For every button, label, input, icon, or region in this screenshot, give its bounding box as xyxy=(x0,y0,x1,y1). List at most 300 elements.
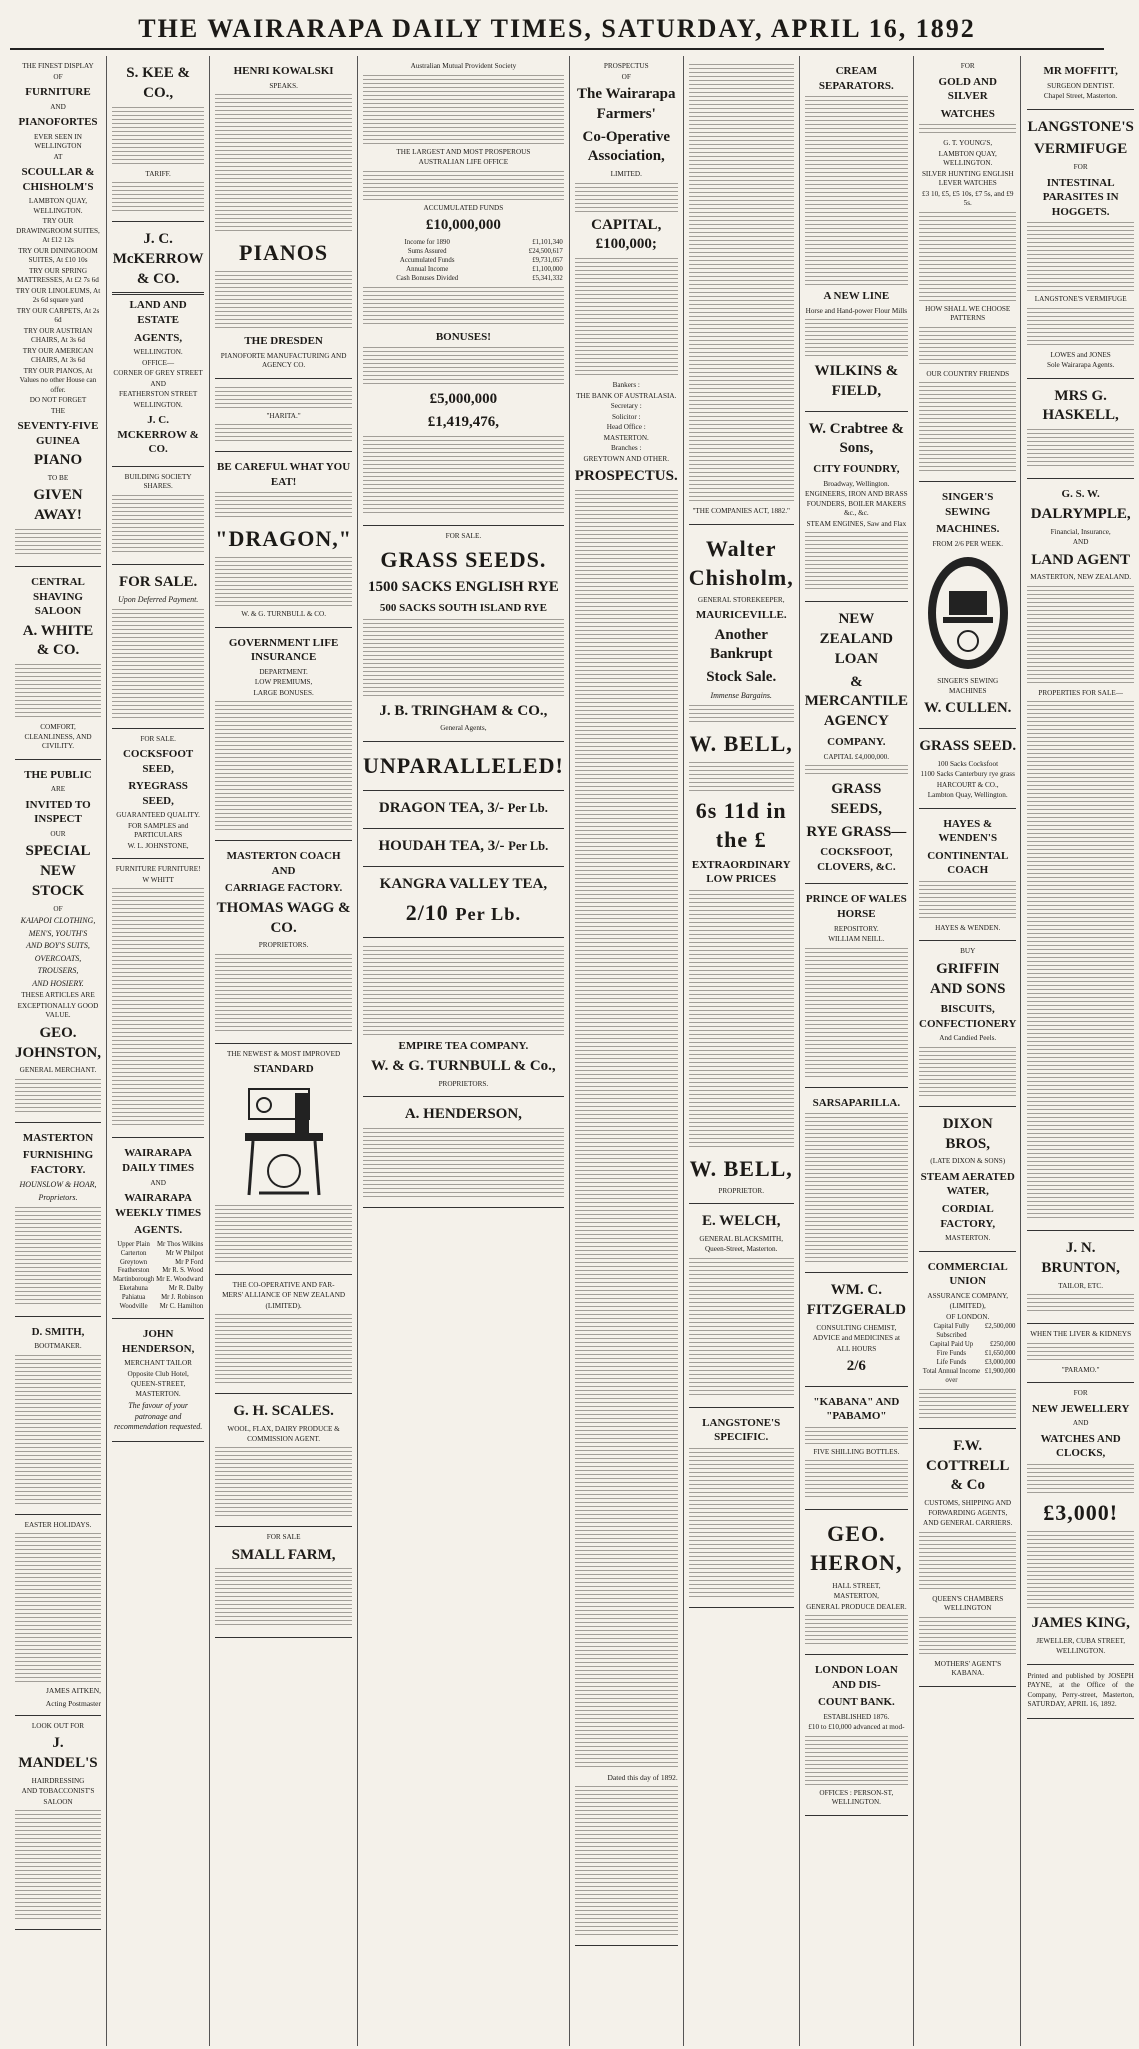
ad-line: (LIMITED), xyxy=(949,1302,986,1311)
ad-geo-heron xyxy=(805,1510,908,1655)
ad-heading: GRASS SEED. xyxy=(919,737,1017,754)
ad-line: LOW PREMIUMS, xyxy=(254,678,313,687)
ad-moffitt xyxy=(1027,56,1133,110)
text-block xyxy=(15,1207,101,1307)
tea-unit: Per Lb. xyxy=(455,904,522,925)
ad-line: General Agents, xyxy=(440,724,487,733)
text-block xyxy=(805,319,908,359)
ad-heading: WAIRARAPA DAILY TIMES xyxy=(122,1147,195,1174)
ad-heading: BUILDING SOCIETY SHARES. xyxy=(124,472,192,491)
agent-name: Mr J. Robinson xyxy=(161,1294,204,1302)
ad-prospectus-continued xyxy=(689,56,794,525)
value: £1,900,000 xyxy=(984,1367,1016,1375)
ad-line: Lambton Quay, Wellington. xyxy=(927,791,1008,800)
ad-heading: Stock Sale. xyxy=(706,669,777,686)
text-block xyxy=(919,327,1016,367)
column-5 xyxy=(570,56,684,2046)
ad-line: WOOL, FLAX, DAIRY PRODUCE & COMMISSION AGENT. xyxy=(227,1425,340,1443)
ad-government-life xyxy=(215,628,352,842)
ad-line: LAMBTON QUAY, WELLINGTON. xyxy=(28,197,88,215)
ad-heading: AGENTS. xyxy=(134,1224,183,1237)
ad-kowalski xyxy=(215,56,352,379)
ad-line: GENERAL MERCHANT. xyxy=(19,1066,97,1075)
ad-heading: £10,000,000 xyxy=(425,217,501,233)
ad-heading: LAND AND ESTATE xyxy=(129,299,187,326)
ad-heading: EMPIRE TEA COMPANY. xyxy=(398,1040,529,1053)
text-block xyxy=(805,532,908,592)
ad-houdah-tea xyxy=(363,829,564,867)
ad-line: AND xyxy=(150,1178,166,1187)
text-block xyxy=(1027,1343,1133,1363)
ad-young-watches xyxy=(919,56,1016,482)
ad-heading: BISCUITS, CONFECTIONERY xyxy=(919,1003,1017,1030)
ad-line: TO BE xyxy=(47,473,69,482)
ad-grass-seeds xyxy=(363,526,564,742)
ad-line: AND BOY'S SUITS, xyxy=(26,941,90,951)
ad-line: MEN'S, YOUTH'S xyxy=(28,928,88,938)
ad-line: WELLINGTON. xyxy=(1056,1647,1106,1656)
text-block xyxy=(215,492,352,520)
ad-wagg-coach xyxy=(215,841,352,1044)
ad-london-loan xyxy=(805,1655,908,1816)
ad-line: FOR SAMPLES and PARTICULARS xyxy=(127,821,189,840)
ad-heading: WILKINS & FIELD, xyxy=(814,363,899,399)
ad-d-smith xyxy=(15,1317,101,1515)
ad-line: Chapel Street, Masterton. xyxy=(1043,92,1118,101)
text-block xyxy=(15,529,101,557)
ad-line: LOOK OUT FOR xyxy=(31,1721,85,1730)
text-block xyxy=(363,619,564,699)
ad-heading: BONUSES! xyxy=(435,330,491,343)
ad-dragon-baking-powder xyxy=(215,452,352,628)
column-8a xyxy=(919,56,1021,2046)
text-block xyxy=(919,212,1016,302)
ad-heading: THE CO-OPERATIVE AND FAR- xyxy=(232,1280,335,1289)
ad-standard xyxy=(215,1044,352,1275)
ad-line: AT xyxy=(53,152,63,161)
text-block xyxy=(112,609,204,719)
ad-line: ALL HOURS xyxy=(836,1344,877,1353)
ad-prince-of-wales xyxy=(805,884,908,1087)
ad-line: REPOSITORY. xyxy=(834,924,879,933)
ad-line: OUR xyxy=(50,829,66,838)
ad-line: Horse and Hand-power Flour Mills xyxy=(805,306,908,315)
ad-geo-johnston xyxy=(15,760,101,1123)
ad-heading: & MERCANTILE AGENCY xyxy=(804,673,909,730)
ad-line: CORNER OF GREY STREET xyxy=(113,369,203,378)
ad-line: GENERAL STOREKEEPER, xyxy=(697,595,785,604)
ad-line: AND xyxy=(50,102,66,111)
ad-line: DEPARTMENT. xyxy=(259,667,308,676)
label: Life Funds xyxy=(936,1358,967,1366)
singer-logo-emblem xyxy=(925,553,1011,673)
ad-empire-tea xyxy=(363,938,564,1097)
ad-heading: F.W. COTTRELL & Co xyxy=(926,1437,1010,1494)
ad-crabtree xyxy=(805,412,908,603)
table-row xyxy=(112,1276,204,1285)
ad-line: TAILOR, ETC. xyxy=(1058,1281,1104,1290)
ad-line: Sole Wairarapa Agents. xyxy=(1046,361,1115,370)
text-block xyxy=(215,701,352,831)
ad-line: SURGEON DENTIST. xyxy=(1047,81,1115,90)
ad-heading: W. Crabtree & Sons, xyxy=(808,420,905,457)
tea-line xyxy=(363,837,564,857)
label: Income for 1890 xyxy=(404,238,450,246)
text-block xyxy=(575,183,678,213)
ad-line: FOR xyxy=(1073,1389,1088,1398)
ad-heading: SINGER'S SEWING xyxy=(942,491,994,518)
ad-line: FOR xyxy=(1073,163,1088,172)
ad-langstone-specific xyxy=(689,1408,794,1608)
ad-line: HALL STREET, xyxy=(832,1581,881,1590)
ad-line: GENERAL BLACKSMITH, xyxy=(699,1234,783,1243)
text-block xyxy=(689,762,794,792)
value: £5,341,332 xyxy=(532,274,563,282)
town: Upper Plain xyxy=(117,1240,150,1248)
ad-heading: S. KEE & CO., xyxy=(126,65,190,101)
text-block xyxy=(919,1047,1016,1097)
ad-easter-holidays xyxy=(15,1515,101,1716)
ad-sarsaparilla xyxy=(805,1088,908,1274)
ad-line: AND GENERAL CARRIERS. xyxy=(923,1519,1013,1528)
ad-heading: COUNT BANK. xyxy=(817,1696,895,1709)
ad-line: MOTHERS' AGENT'S KABANA. xyxy=(934,1659,1002,1678)
ad-heading: E. WELCH, xyxy=(701,1213,781,1230)
agent-name: Mr C. Hamilton xyxy=(159,1303,204,1311)
ad-newspaper-agents xyxy=(112,1138,204,1319)
ad-paramo xyxy=(1027,1324,1133,1383)
ad-heading: INTESTINAL PARASITES IN HOGGETS. xyxy=(1042,176,1119,218)
ad-line: And Candied Peels. xyxy=(939,1034,997,1043)
masthead xyxy=(10,14,1104,50)
ad-heading: HAYES & WENDEN'S xyxy=(938,817,998,845)
ad-heading: "KABANA" AND "PABAMO" xyxy=(813,1395,900,1423)
ad-james-king xyxy=(1027,1383,1133,1664)
ad-small-farm xyxy=(215,1527,352,1638)
ad-line: EXCEPTIONALLY GOOD VALUE. xyxy=(17,1001,99,1020)
ad-heading: J. B. TRINGHAM & CO., xyxy=(379,702,548,719)
ad-heading: JAMES KING, xyxy=(1031,1615,1130,1632)
text-block xyxy=(1027,701,1133,1221)
ad-langstone-vermifuge xyxy=(1027,110,1133,379)
ad-line: G. T. YOUNG'S, xyxy=(943,139,993,148)
ad-line: FEATHERSTON STREET xyxy=(118,390,198,399)
ad-heading: INVITED TO INSPECT xyxy=(25,798,91,826)
ad-heading: SEVENTY-FIVE GUINEA xyxy=(17,420,99,447)
ad-line: PROPRIETOR. xyxy=(718,1186,764,1195)
ad-line: OF xyxy=(621,72,631,81)
ad-furniture-whitt xyxy=(112,859,204,1138)
ad-heading: Australian Mutual Provident Society xyxy=(410,62,517,70)
text-block xyxy=(112,107,204,167)
column-6 xyxy=(684,56,800,2046)
ad-heading: STANDARD xyxy=(253,1063,314,1076)
ad-heading: CORDIAL FACTORY, xyxy=(940,1203,996,1230)
signature: JAMES AITKEN, xyxy=(45,1686,101,1696)
ad-hayes-wenden xyxy=(919,809,1016,942)
text-block xyxy=(1027,429,1133,469)
text-block xyxy=(689,1448,794,1598)
column-4 xyxy=(358,56,570,2046)
ad-heading: LANGSTONE'S xyxy=(1027,118,1134,135)
ad-line: FROM 2/6 PER WEEK. xyxy=(932,539,1004,548)
ad-line: £3 10, £5, £5 10s, £7 5s, and £9 5s. xyxy=(922,189,1014,208)
ad-mckerrow xyxy=(112,222,204,466)
imprint-text: Printed and published by JOSEPH PAYNE, at the Office of the Company, Perry-street, Masterton, SATURDAY, APRIL 16, 1892. xyxy=(1027,1671,1134,1709)
tea-name: HOUDAH TEA, xyxy=(378,837,485,854)
label: Cash Bonuses Divided xyxy=(396,274,459,282)
ad-line: OVERCOATS, xyxy=(34,953,82,963)
text-block xyxy=(15,664,101,720)
divider xyxy=(112,292,204,295)
ad-line: THE xyxy=(51,406,65,415)
ad-line: ASSURANCE COMPANY, xyxy=(927,1291,1009,1300)
ad-heading: GOLD AND SILVER xyxy=(938,75,997,103)
ad-line: Opposite Club Hotel, xyxy=(127,1369,189,1378)
ad-heading: WM. C. FITZGERALD xyxy=(806,1282,906,1318)
ad-line: THE FINEST DISPLAY xyxy=(22,62,94,70)
ad-e-welch xyxy=(689,1204,794,1408)
text-block xyxy=(919,124,1016,136)
ad-line: WHEN THE LIVER & KIDNEYS xyxy=(1030,1330,1132,1339)
ad-heading: CITY FOUNDRY, xyxy=(813,463,900,476)
text-block xyxy=(215,1447,352,1517)
town: Carterton xyxy=(120,1249,147,1257)
ad-item: TRY OUR LINOLEUMS, At 2s 6d square yard xyxy=(15,286,101,305)
ad-heading: FOR SALE. xyxy=(140,734,176,743)
text-block xyxy=(919,1532,1016,1592)
table-row xyxy=(363,248,564,257)
ad-heading: PIANOFORTES xyxy=(18,116,98,129)
value: £1,100,000 xyxy=(532,265,563,273)
town: Greytown xyxy=(119,1258,148,1266)
ad-line: OUR COUNTRY FRIENDS xyxy=(926,369,1010,378)
ad-heading: EASTER HOLIDAYS. xyxy=(24,1520,92,1529)
page-title: THE WAIRARAPA DAILY TIMES, SATURDAY, APRIL 16, 1892 xyxy=(138,14,976,43)
table-row xyxy=(112,1267,204,1276)
ad-grass-seed-harcourt xyxy=(919,729,1016,809)
ad-heading: J. N. BRUNTON, xyxy=(1041,1240,1120,1277)
text-block xyxy=(215,557,352,607)
ad-line: SILVER HUNTING ENGLISH LEVER WATCHES xyxy=(921,169,1014,188)
ad-line: PIANOFORTE MANUFACTURING AND AGENCY CO. xyxy=(220,351,347,370)
ad-line: AND xyxy=(1072,538,1089,547)
ad-line: HAYES & WENDEN. xyxy=(935,923,1001,932)
text-block xyxy=(215,954,352,1034)
column-2 xyxy=(107,56,210,2046)
ad-line: "THE COMPANIES ACT, 1882." xyxy=(692,507,790,515)
text-block xyxy=(15,1355,101,1505)
ad-line: OF LONDON. xyxy=(946,1312,990,1321)
ad-amp-society xyxy=(363,56,564,526)
text-block xyxy=(15,1533,101,1683)
column-3 xyxy=(210,56,358,2046)
ad-heading: COCKSFOOT, CLOVERS, &C. xyxy=(817,846,896,873)
agents-table xyxy=(112,1241,204,1313)
value: £24,500,617 xyxy=(528,247,563,255)
text-block xyxy=(363,347,564,387)
ad-heading: FURNITURE FURNITURE! xyxy=(115,865,201,874)
ad-heading: FURNITURE xyxy=(25,86,91,98)
ad-heading: W. & G. TURNBULL & Co., xyxy=(371,1057,556,1074)
label: Fire Funds xyxy=(936,1349,967,1357)
ad-heading: CAPITAL, £100,000; xyxy=(591,216,662,253)
ad-line: (LIMITED). xyxy=(265,1301,302,1310)
ad-heading: THE DRESDEN xyxy=(244,335,323,348)
ad-line: THESE ARTICLES ARE xyxy=(21,991,95,1000)
table-row xyxy=(919,1359,1016,1368)
text-block xyxy=(1027,1294,1133,1314)
ad-heading: SCOULLAR & CHISHOLM'S xyxy=(21,166,95,193)
ad-heading: W WHITT xyxy=(142,875,174,884)
ad-heading: £5,000,000 xyxy=(429,391,498,408)
ad-line: PROPRIETORS. xyxy=(438,1079,489,1088)
ad-heading: SPECIAL NEW STOCK xyxy=(25,843,91,899)
ad-building-society xyxy=(112,467,204,565)
ad-line: LIMITED. xyxy=(610,170,642,179)
ad-heading: THOMAS WAGG & CO. xyxy=(216,899,351,936)
ad-line: Queen-Street, Masterton. xyxy=(704,1245,778,1254)
ad-line: CONSULTING CHEMIST, xyxy=(816,1323,897,1332)
ad-nz-loan-mercantile xyxy=(805,602,908,884)
ad-line: MASTERTON. xyxy=(603,433,649,442)
ad-dixon-bros xyxy=(919,1107,1016,1252)
column-8 xyxy=(914,56,1139,2046)
ad-line: AND TOBACCONIST'S xyxy=(21,1787,95,1796)
ad-line: WILLIAM NEILL. xyxy=(828,935,885,943)
tea-unit: Per Lb. xyxy=(508,838,549,853)
ad-line: MERCHANT TAILOR xyxy=(124,1359,192,1368)
ad-line: GUARANTEED QUALITY. xyxy=(116,811,200,820)
ad-heading: UNPARALLELED! xyxy=(362,752,564,778)
ad-kabana xyxy=(805,1387,908,1511)
town: Pahiatua xyxy=(121,1294,146,1302)
ad-line: SPEAKS. xyxy=(269,81,298,90)
ad-line: AND xyxy=(1072,1419,1089,1428)
label: Capital Paid Up xyxy=(929,1341,974,1348)
agent-name: Mr R. S. Wood xyxy=(162,1267,204,1275)
ad-line: HAIRDRESSING xyxy=(31,1776,85,1785)
ad-heading: WAIRARAPA WEEKLY TIMES xyxy=(115,1192,202,1219)
text-block xyxy=(919,881,1016,921)
label: Accumulated Funds xyxy=(399,256,455,264)
ad-john-henderson xyxy=(112,1319,204,1442)
text-block xyxy=(215,424,352,442)
ad-heading: RYEGRASS SEED, xyxy=(128,780,188,807)
ad-heading: PIANO xyxy=(33,452,83,469)
ad-heading: DALRYMPLE, xyxy=(1030,505,1131,522)
text-block xyxy=(689,705,794,725)
amp-figures-table xyxy=(363,239,564,284)
ad-line: HOUNSLOW & HOAR, xyxy=(19,1180,97,1190)
text-block xyxy=(919,1617,1016,1657)
ad-heading: COMPANY. xyxy=(827,736,886,749)
ad-heading: GEO. HERON, xyxy=(810,1521,903,1576)
ad-line: TARIFF. xyxy=(145,169,171,178)
text-block xyxy=(805,1113,908,1263)
ad-line: JEWELLER, CUBA STREET, xyxy=(1036,1636,1126,1645)
singer-logo-text: SINGER'S SEWING MACHINES xyxy=(937,677,999,695)
text-block xyxy=(15,1079,101,1113)
ad-heading: PIANOS xyxy=(239,240,329,266)
ad-heading: THE PUBLIC xyxy=(24,768,92,781)
text-block xyxy=(363,75,564,145)
ad-heading: MASTERTON COACH AND xyxy=(226,850,341,877)
ad-heading: CONTINENTAL COACH xyxy=(927,849,1009,877)
ad-haskell xyxy=(1027,379,1133,480)
ad-line: THE NEWEST & MOST IMPROVED xyxy=(227,1049,341,1058)
ad-line: STEAM ENGINES, Saw and Flax xyxy=(806,519,907,528)
ad-cream-separators xyxy=(805,56,908,412)
table-row xyxy=(112,1259,204,1268)
text-block xyxy=(805,1460,908,1500)
ad-for-sale-deferred xyxy=(112,565,204,729)
ad-line: ARE xyxy=(50,785,66,794)
table-row xyxy=(919,1368,1016,1386)
ad-line: HOW SHALL WE CHOOSE PATTERNS xyxy=(925,304,1011,323)
ad-line: BOOTMAKER. xyxy=(34,1342,82,1351)
ad-line: QUEEN'S CHAMBERS WELLINGTON xyxy=(932,1594,1004,1613)
ad-scoullar-chisholm xyxy=(15,56,101,567)
ad-heading: SMALL FARM, xyxy=(231,1546,336,1563)
ad-line: HARCOURT & CO., xyxy=(936,780,999,789)
ad-harita xyxy=(215,379,352,453)
ad-heading: MACHINES. xyxy=(936,523,1000,536)
ad-heading: 6s 11d in the £ xyxy=(695,797,787,852)
ad-heading: A. HENDERSON, xyxy=(404,1106,522,1123)
ad-item: TRY OUR SPRING MATTRESSES, At £2 7s 6d xyxy=(17,266,99,285)
ad-heading: W. CULLEN. xyxy=(924,700,1012,717)
ad-heading: LONDON LOAN AND DIS- xyxy=(814,1664,898,1691)
ad-heading: MRS G. HASKELL, xyxy=(1042,387,1119,424)
ad-heading: BE CAREFUL WHAT YOU EAT! xyxy=(217,461,351,488)
ad-heading: CREAM SEPARATORS. xyxy=(818,65,894,92)
tea-line xyxy=(363,898,564,927)
table-row xyxy=(919,1341,1016,1350)
table-row xyxy=(363,275,564,284)
value: £1,650,000 xyxy=(984,1349,1016,1357)
ad-heading: EXTRAORDINARY LOW PRICES xyxy=(691,858,791,886)
text-block xyxy=(1027,586,1133,686)
ad-heading: MAURICEVILLE. xyxy=(695,609,787,622)
agent-name: Mr Thos Wilkins xyxy=(156,1240,204,1248)
ad-mandel xyxy=(15,1716,101,1931)
ad-heading: G. H. SCALES. xyxy=(233,1403,334,1420)
ad-brunton xyxy=(1027,1231,1133,1324)
text-block xyxy=(575,490,678,1770)
ad-line: The favour of your patronage and recommendation requested. xyxy=(113,1401,203,1432)
text-block xyxy=(575,1786,678,1936)
ad-line: MASTERTON. xyxy=(945,1234,991,1243)
ad-line: £10 to £10,000 advanced at mod- xyxy=(808,1723,905,1732)
ad-heading: COCKSFOOT SEED, xyxy=(122,748,194,775)
ad-line: 100 Sacks Cocksfoot xyxy=(937,759,999,768)
ad-line: CAPITAL £4,000,000. xyxy=(823,752,890,761)
ad-line: PROPRIETORS. xyxy=(258,941,309,950)
ad-line: (LATE DIXON & SONS) xyxy=(930,1157,1006,1166)
ad-line: THE BANK OF AUSTRALASIA. xyxy=(576,391,677,400)
ad-heading: CENTRAL SHAVING SALOON xyxy=(31,575,85,618)
ad-heading: PROSPECTUS. xyxy=(574,468,678,485)
ad-kangra-tea xyxy=(363,867,564,939)
ad-heading: Co-Operative Association, xyxy=(582,128,670,165)
value: £9,731,057 xyxy=(532,256,563,264)
ad-line: PROSPECTUS xyxy=(603,62,649,70)
ad-cottrell xyxy=(919,1429,1016,1687)
ad-heading: 500 SACKS SOUTH ISLAND RYE xyxy=(379,602,547,615)
ad-unparalleled xyxy=(363,742,564,791)
ad-heading: WATCHES AND CLOCKS, xyxy=(1040,1432,1121,1460)
